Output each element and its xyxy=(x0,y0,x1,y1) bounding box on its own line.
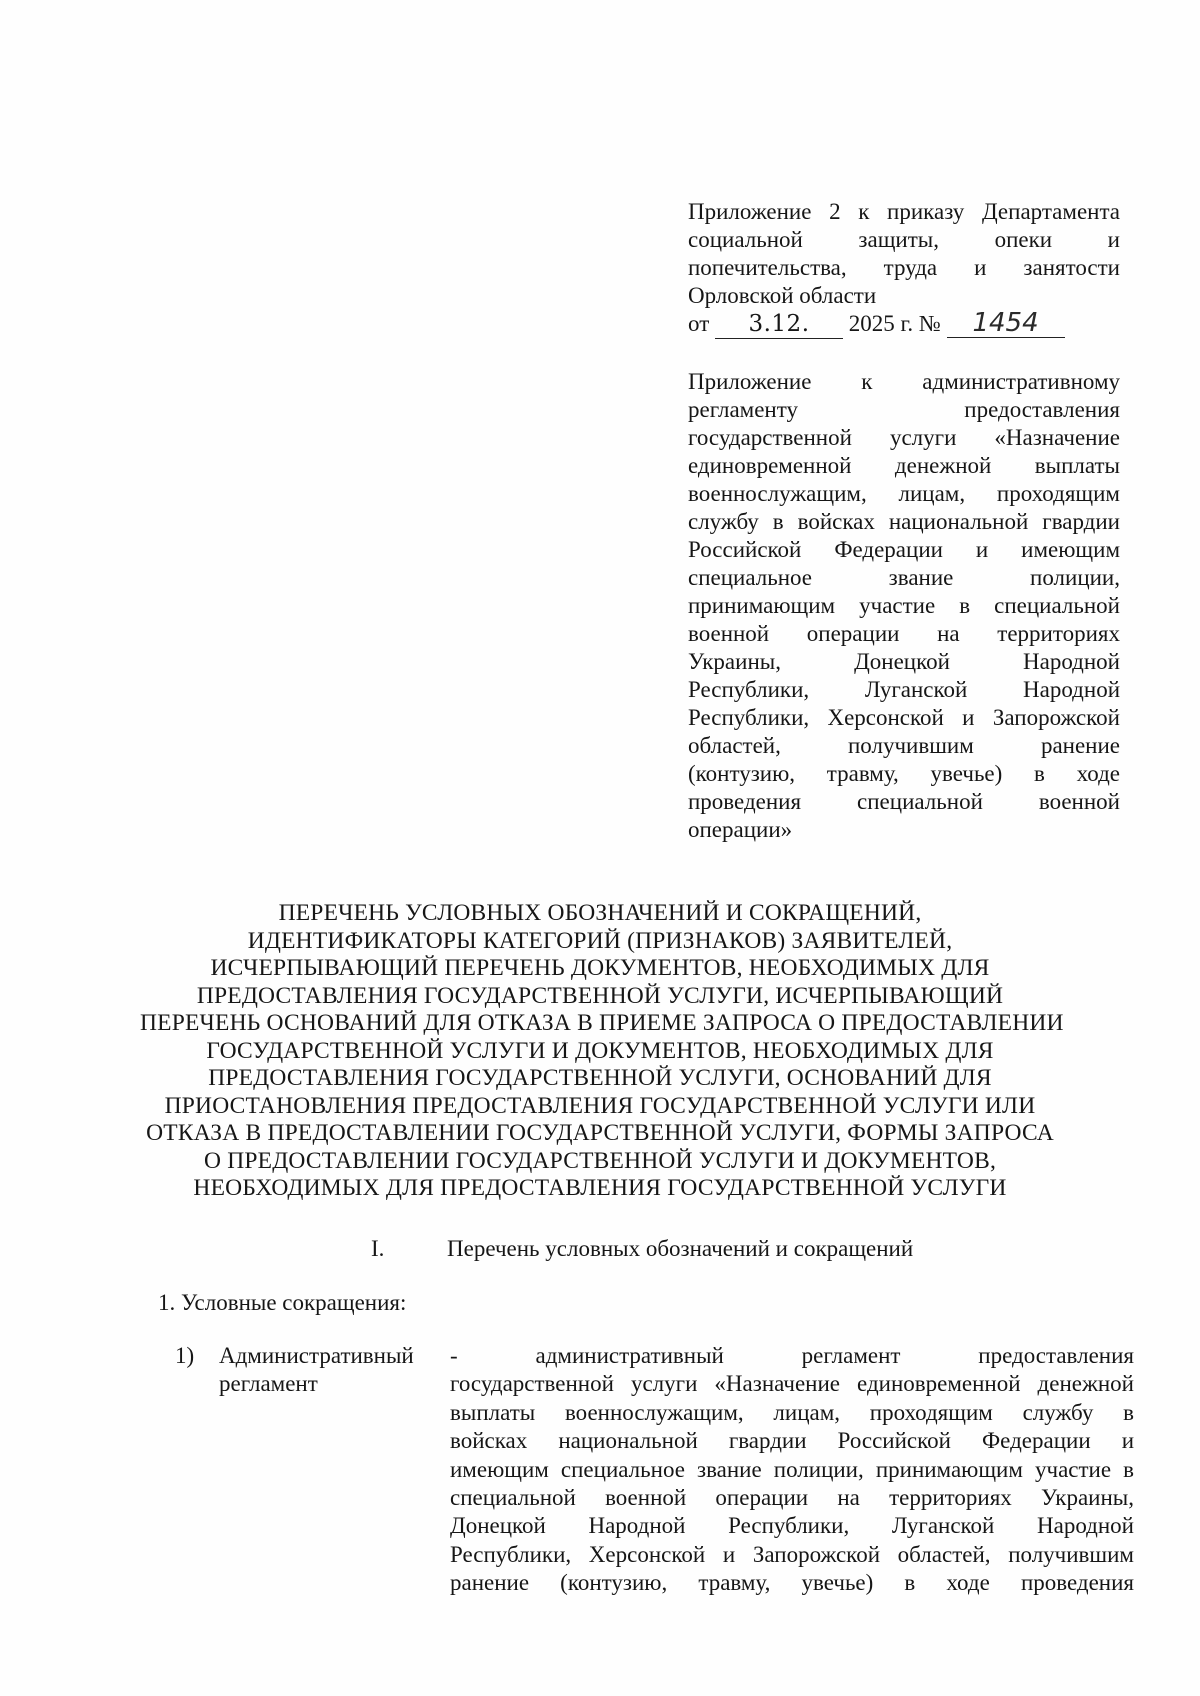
abbreviation-term-line: регламент xyxy=(219,1371,318,1396)
appendix-order-line: социальной защиты, опеки и xyxy=(688,227,1120,252)
definition-line: войсках национальной гвардии Российской Федерации и xyxy=(450,1428,1134,1454)
title-line: ПРЕДОСТАВЛЕНИЯ ГОСУДАРСТВЕННОЙ УСЛУГИ, ОСНОВАНИЙ ДЛЯ xyxy=(208,1065,992,1091)
appendix-order-line: Орловской области xyxy=(688,283,877,308)
appendix-order-line: попечительства, труда и занятости xyxy=(688,255,1120,280)
appendix-regulation-line: (контузию, травму, увечье) в ходе xyxy=(688,761,1120,786)
date-prefix: от xyxy=(688,311,710,336)
appendix-regulation-line: Российской Федерации и имеющим xyxy=(688,537,1120,562)
order-date-line xyxy=(688,310,1120,339)
appendix-regulation-line: операции» xyxy=(688,817,793,842)
definition-line: Донецкой Народной Республики, Луганской Народной xyxy=(450,1513,1134,1539)
order-number-field xyxy=(947,308,1065,338)
document-title xyxy=(140,900,1064,1203)
title-line: ОТКАЗА В ПРЕДОСТАВЛЕНИИ ГОСУДАРСТВЕННОЙ УСЛУГИ, ФОРМЫ ЗАПРОСА xyxy=(146,1120,1054,1146)
order-year: 2025 г. № xyxy=(848,311,941,336)
appendix-order-block xyxy=(688,198,1120,339)
appendix-regulation-line: службу в войсках национальной гвардии xyxy=(688,509,1120,534)
appendix-regulation-line: принимающим участие в специальной xyxy=(688,593,1120,618)
definition-line: ранение (контузию, травму, увечье) в ходе проведения xyxy=(450,1570,1134,1596)
title-line: ПЕРЕЧЕНЬ УСЛОВНЫХ ОБОЗНАЧЕНИЙ И СОКРАЩЕНИЙ, xyxy=(278,900,922,926)
title-line: ИСЧЕРПЫВАЮЩИЙ ПЕРЕЧЕНЬ ДОКУМЕНТОВ, НЕОБХОДИМЫХ ДЛЯ xyxy=(210,955,990,981)
definition-line: государственной услуги «Назначение единовременной денежной xyxy=(450,1371,1134,1397)
abbreviation-term xyxy=(219,1342,434,1398)
title-line: ГОСУДАРСТВЕННОЙ УСЛУГИ И ДОКУМЕНТОВ, НЕОБХОДИМЫХ ДЛЯ xyxy=(206,1037,994,1064)
title-line: ИДЕНТИФИКАТОРЫ КАТЕГОРИЙ (ПРИЗНАКОВ) ЗАЯВИТЕЛЕЙ, xyxy=(247,927,953,954)
appendix-regulation-block xyxy=(688,368,1120,844)
appendix-regulation-line: специальное звание полиции, xyxy=(688,565,1120,590)
appendix-regulation-line: областей, получившим ранение xyxy=(688,733,1120,758)
subheading: 1. Условные сокращения: xyxy=(158,1290,407,1315)
abbreviation-term-line: Административный xyxy=(219,1343,414,1368)
definition-line: - административный регламент предоставления xyxy=(450,1343,1134,1368)
title-line: ПРИОСТАНОВЛЕНИЯ ПРЕДОСТАВЛЕНИЯ ГОСУДАРСТВЕННОЙ УСЛУГИ ИЛИ xyxy=(164,1092,1036,1119)
appendix-regulation-line: военной операции на территориях xyxy=(688,621,1120,646)
appendix-regulation-line: Украины, Донецкой Народной xyxy=(688,649,1120,674)
section-title: Перечень условных обозначений и сокращений xyxy=(447,1236,914,1261)
definition-line: специальной военной операции на территориях Украины, xyxy=(450,1485,1134,1511)
abbreviation-number: 1) xyxy=(175,1343,195,1368)
appendix-regulation-line: Республики, Луганской Народной xyxy=(688,677,1120,702)
order-number-handwritten: 1454 xyxy=(972,308,1039,338)
abbreviation-definition xyxy=(450,1342,1134,1598)
definition-line: выплаты военнослужащим, лицам, проходящим службу в xyxy=(450,1399,1134,1425)
appendix-regulation-line: Республики, Херсонской и Запорожской xyxy=(688,705,1120,730)
section-number: I. xyxy=(371,1236,385,1261)
appendix-regulation-line: Приложение к административному xyxy=(688,369,1120,394)
title-line: О ПРЕДОСТАВЛЕНИИ ГОСУДАРСТВЕННОЙ УСЛУГИ И ДОКУМЕНТОВ, xyxy=(203,1147,997,1174)
appendix-order-line: Приложение 2 к приказу Департамента xyxy=(688,199,1120,224)
title-line: ПРЕДОСТАВЛЕНИЯ ГОСУДАРСТВЕННОЙ УСЛУГИ, ИСЧЕРПЫВАЮЩИЙ xyxy=(196,982,1004,1009)
definition-line: Республики, Херсонской и Запорожской областей, получившим xyxy=(450,1541,1134,1567)
order-date-field xyxy=(715,312,843,339)
title-line: НЕОБХОДИМЫХ ДЛЯ ПРЕДОСТАВЛЕНИЯ ГОСУДАРСТВЕННОЙ УСЛУГИ xyxy=(193,1175,1007,1201)
order-date-handwritten: 3.12. xyxy=(748,311,810,337)
appendix-regulation-line: единовременной денежной выплаты xyxy=(688,453,1120,478)
definition-line: имеющим специальное звание полиции, принимающим участие в xyxy=(450,1456,1134,1482)
appendix-regulation-line: государственной услуги «Назначение xyxy=(688,425,1120,450)
appendix-regulation-line: проведения специальной военной xyxy=(688,789,1120,814)
appendix-regulation-line: регламенту предоставления xyxy=(688,397,1120,422)
title-line: ПЕРЕЧЕНЬ ОСНОВАНИЙ ДЛЯ ОТКАЗА В ПРИЕМЕ ЗАПРОСА О ПРЕДОСТАВЛЕНИИ xyxy=(140,1010,1064,1036)
appendix-regulation-line: военнослужащим, лицам, проходящим xyxy=(688,481,1120,506)
